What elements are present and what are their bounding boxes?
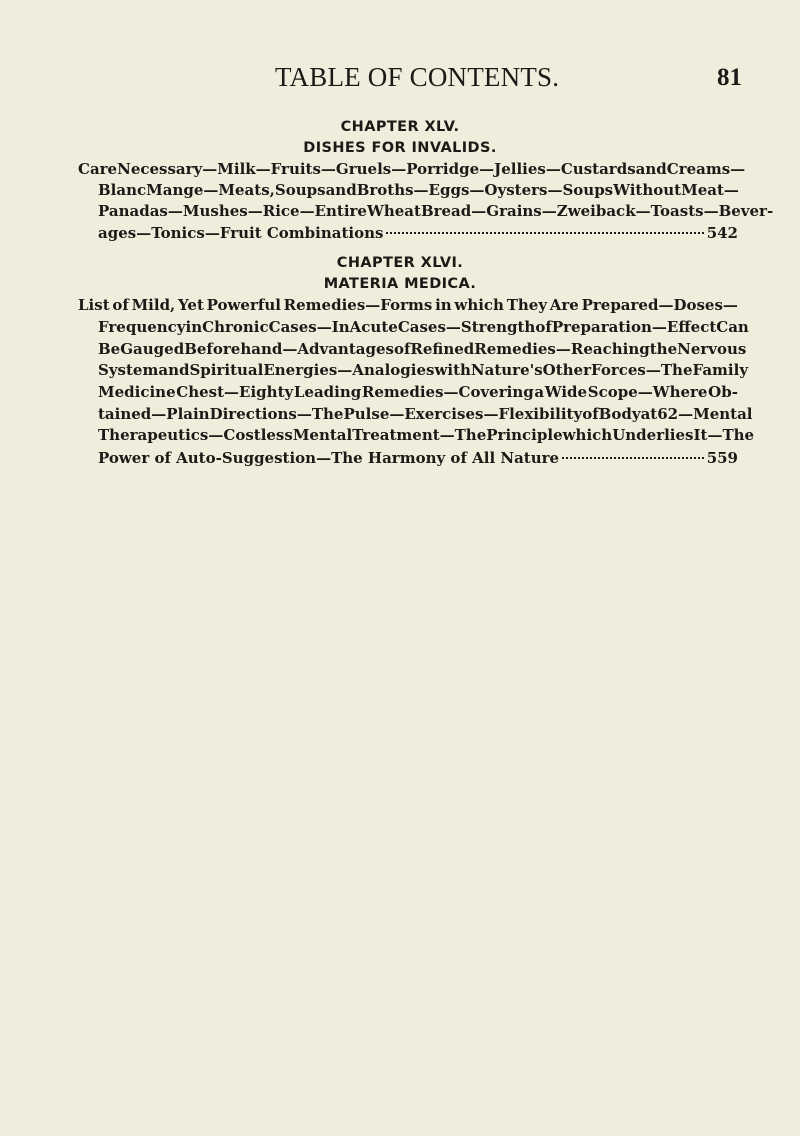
page-title: TABLE OF CONTENTS.	[275, 62, 560, 92]
chapter-46-line-7: Therapeutics—Costless Mental Treatment—The Principle which Underlies It—The	[98, 426, 755, 444]
running-head	[0, 62, 800, 102]
chapter-46-line-8: Power of Auto-Suggestion—The Harmony of All Nature 559	[98, 448, 738, 472]
dot-leader	[386, 219, 703, 234]
chapter-46-line-6: tained—Plain Directions—The Pulse—Exercises—Flexibility of Body at 62—Mental	[98, 405, 753, 423]
chapter-45-line-4: ages—Tonics—Fruit Combinations 542	[98, 223, 738, 247]
page-number: 81	[717, 64, 742, 91]
chapter-46-page-ref: 559	[706, 449, 738, 467]
chapter-45-line-1: Care Necessary—Milk—Fruits—Gruels—Porridge—Jellies—Custards and Creams—	[78, 160, 746, 178]
chapter-45-line-3: Panadas—Mushes—Rice—Entire Wheat Bread—Grains—Zweiback—Toasts—Bever-	[98, 202, 774, 220]
chapter-45-title: DISHES FOR INVALIDS.	[303, 140, 497, 156]
chapter-46-title: MATERIA MEDICA.	[323, 276, 477, 292]
dot-leader	[562, 444, 704, 459]
chapter-46-line-2: Frequency in Chronic Cases—In Acute Cases—Strength of Preparation—Effect Can	[98, 318, 749, 336]
chapter-45-page-ref: 542	[706, 224, 738, 242]
chapter-46-line-1: List of Mild, Yet Powerful Remedies—Forms in which They Are Prepared—Doses—	[78, 296, 738, 314]
chapter-46-number: CHAPTER XLVI.	[336, 255, 464, 271]
chapter-45-line-2: Blanc Mange—Meats, Soups and Broths—Eggs—Oysters—Soups Without Meat—	[98, 181, 739, 199]
chapter-46-line-3: Be Gauged Beforehand—Advantages of Refined Remedies—Reaching the Nervous	[98, 340, 747, 358]
chapter-46-line-4: System and Spiritual Energies—Analogies with Nature's Other Forces—The Family	[98, 361, 749, 379]
chapter-46-line-5: Medicine Chest—Eighty Leading Remedies—Covering a Wide Scope—Where Ob-	[98, 383, 738, 401]
chapter-45-number: CHAPTER XLV.	[340, 119, 460, 135]
